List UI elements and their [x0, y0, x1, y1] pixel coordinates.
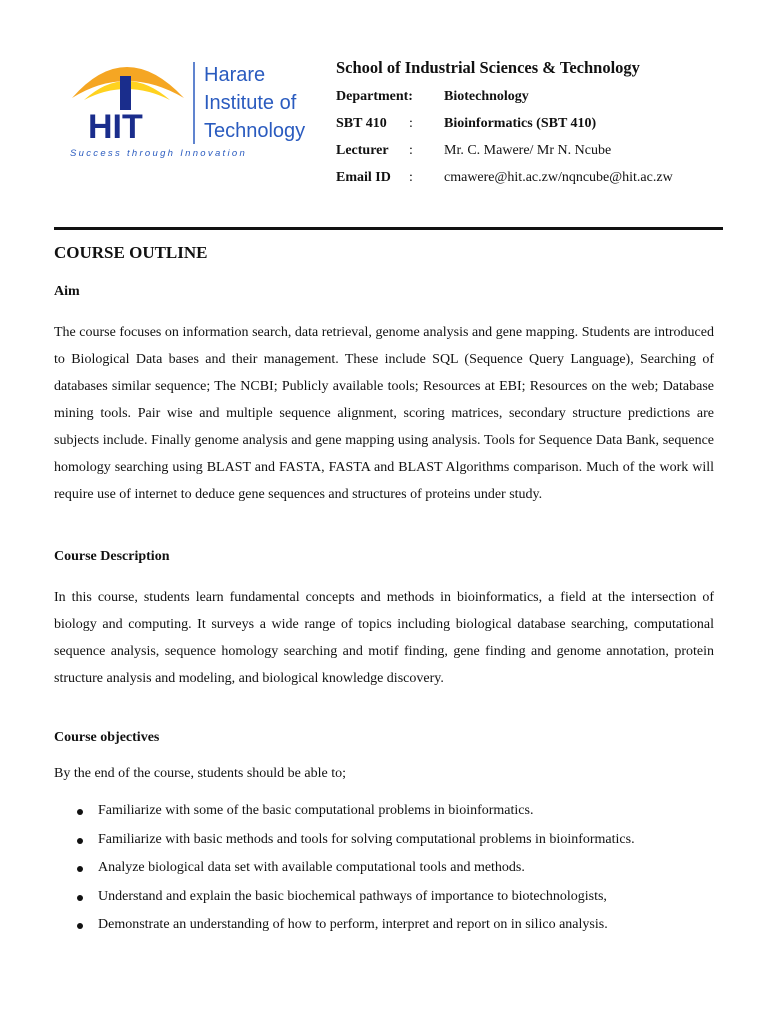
objective-item — [54, 915, 714, 944]
info-value: Mr. C. Mawere/ Mr N. Ncube — [444, 143, 612, 158]
bullet-icon — [77, 923, 83, 929]
objective-item — [54, 858, 714, 887]
info-row-lecturer — [336, 141, 736, 168]
logo-name-line-2: Institute of — [204, 92, 297, 114]
info-row-email — [336, 168, 736, 195]
objective-text: Familiarize with some of the basic computational problems in bioinformatics. — [98, 803, 534, 818]
header-divider — [54, 227, 723, 230]
objectives-intro: By the end of the course, students should be able to; — [54, 766, 346, 781]
objective-item — [54, 887, 714, 916]
info-value: Biotechnology — [444, 89, 529, 104]
objective-text: Understand and explain the basic biochemical pathways of importance to biotechnologists, — [98, 888, 607, 904]
aim-heading: Aim — [54, 284, 80, 299]
hit-logo — [66, 50, 322, 162]
aim-paragraph: The course focuses on information search, data retrieval, genome analysis and gene mapping. Students are introduced to Biological Data bases and their management. These include SQL (Sequence Query Language), Searching of databases similar sequence; The NCBI; Publicly available tools; Resources at EBI; Resources on the web; Database mining tools. Pair wise and multiple sequence alignment, scoring matrices, secondary structure predictions are subjects include. Finally genome analysis and gene mapping using analysis. Tools for Sequence Data Bank, sequence homology searching using BLAST and FASTA, FASTA and BLAST Algorithms comparison. Much of the work will require use of internet to deduce gene sequences and structures of proteins under study. — [54, 325, 714, 502]
objective-item — [54, 830, 714, 859]
info-label: Lecturer — [336, 143, 389, 158]
objective-text: Demonstrate an understanding of how to perform, interpret and report on in silico analysis. — [98, 917, 608, 932]
logo-name-line-3: Technology — [204, 120, 306, 142]
logo-abbreviation: HIT — [88, 108, 143, 146]
info-label: SBT 410 — [336, 116, 387, 131]
info-row-course-code — [336, 114, 736, 141]
bullet-icon — [77, 895, 83, 901]
info-value-email: cmawere@hit.ac.zw/nqncube@hit.ac.zw — [444, 170, 673, 185]
objective-item — [54, 801, 714, 830]
info-row-department — [336, 87, 736, 114]
page-title: COURSE OUTLINE — [54, 243, 208, 262]
objectives-list — [54, 801, 714, 944]
info-colon: : — [409, 143, 413, 158]
bullet-icon — [77, 838, 83, 844]
school-name: School of Industrial Sciences & Technology — [336, 58, 640, 77]
info-value: Bioinformatics (SBT 410) — [444, 116, 597, 131]
logo-name-line-1: Harare — [204, 64, 266, 86]
bullet-icon — [77, 809, 83, 815]
description-heading: Course Description — [54, 549, 170, 564]
objective-text: Familiarize with basic methods and tools for solving computational problems in bioinformatics. — [98, 831, 635, 847]
info-colon: : — [409, 170, 413, 185]
logo-tagline: Success through Innovation — [70, 148, 248, 159]
info-label: Email ID — [336, 170, 391, 185]
bullet-icon — [77, 866, 83, 872]
course-outline — [54, 241, 714, 944]
hit-logo-graphic — [66, 50, 322, 162]
objectives-heading: Course objectives — [54, 730, 160, 745]
info-colon: : — [409, 116, 413, 131]
description-paragraph: In this course, students learn fundamental concepts and methods in bioinformatics, a field at the intersection of biology and computing. It surveys a wide range of topics including biological database searching, computational sequence analysis, sequence homology searching and motif finding, gene finding and genome annotation, protein structure analysis and modeling, and biological knowledge discovery. — [54, 590, 714, 686]
header-info — [336, 58, 736, 195]
objective-text: Analyze biological data set with available computational tools and methods. — [98, 860, 525, 875]
logo-pillar — [120, 76, 131, 110]
info-label: Department: — [336, 89, 413, 104]
